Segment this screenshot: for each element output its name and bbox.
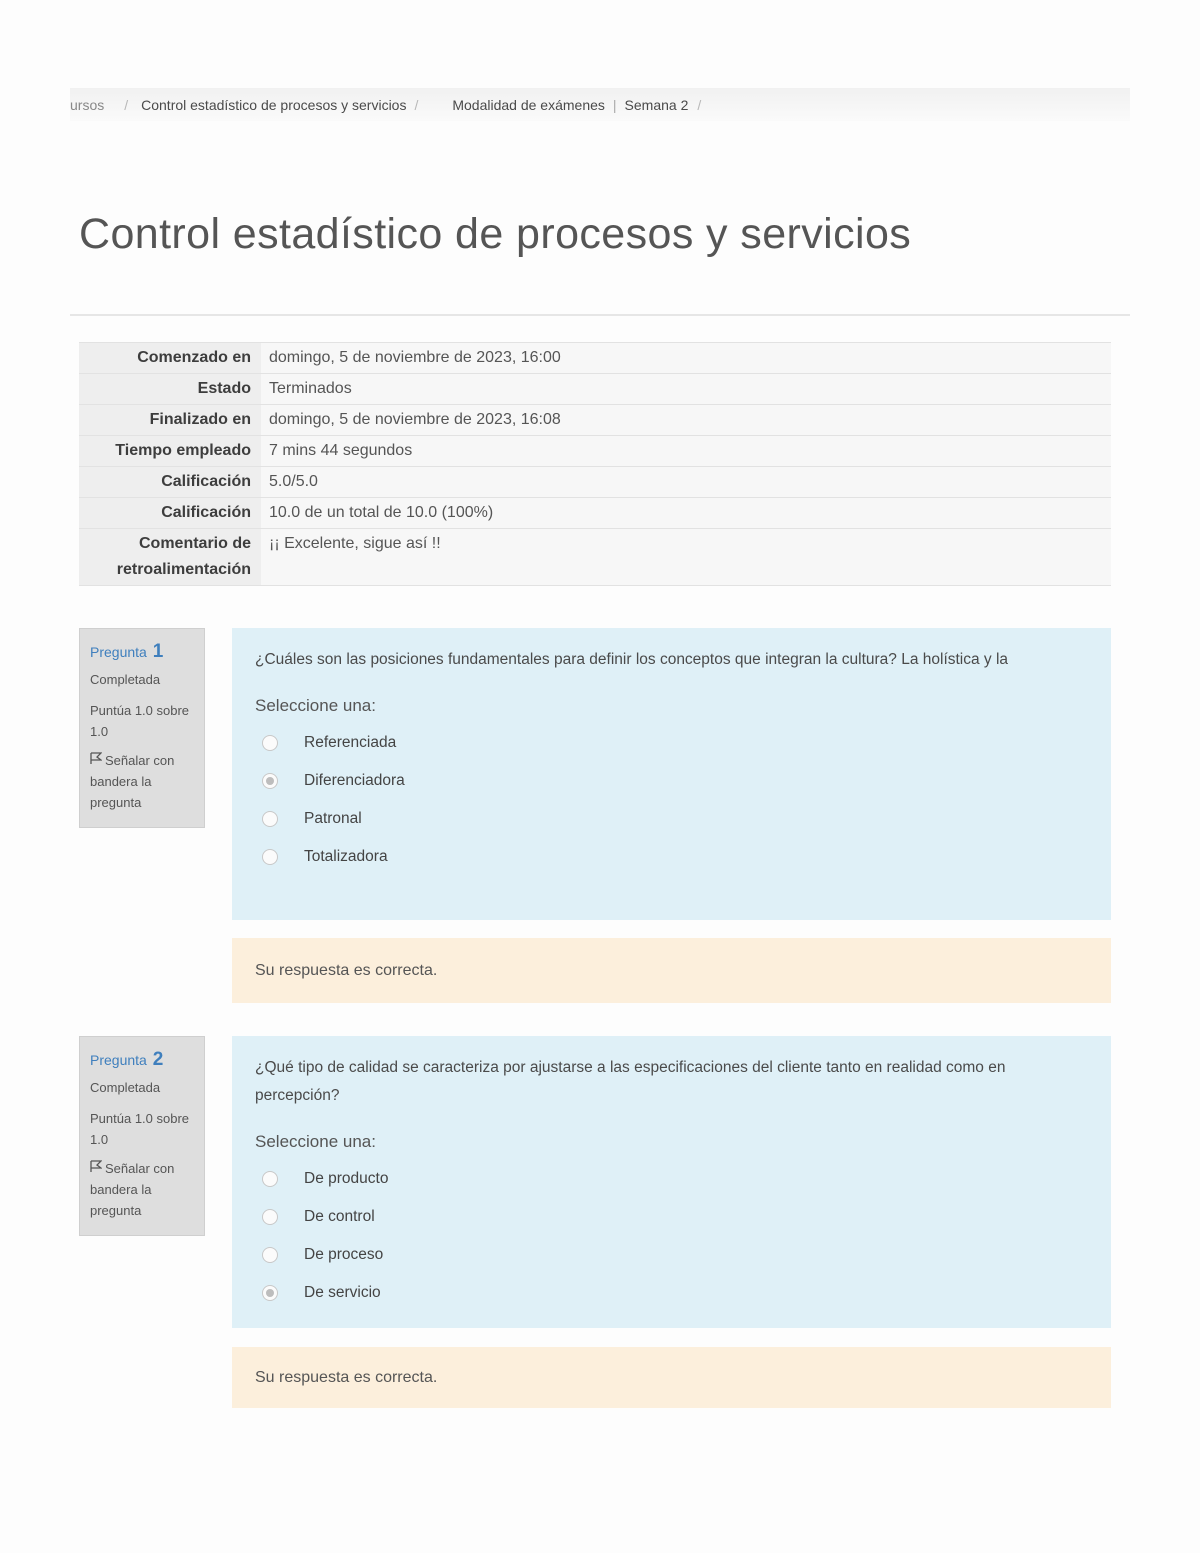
flag-question-link[interactable]: Señalar con bandera la pregunta: [90, 1158, 194, 1221]
summary-label: Comenzado en: [79, 343, 261, 374]
question-grade: Puntúa 1.0 sobre 1.0: [90, 1111, 190, 1147]
answer-options: [255, 1160, 1089, 1312]
answer-option[interactable]: [255, 1236, 1089, 1274]
summary-value: 7 mins 44 segundos: [261, 436, 1111, 467]
summary-label: Calificación: [79, 498, 261, 529]
summary-row-grade: [79, 498, 1111, 529]
radio-icon[interactable]: [262, 849, 278, 865]
breadcrumb-separator: /: [124, 96, 129, 113]
radio-icon[interactable]: [262, 1209, 278, 1225]
question-info-1: [79, 628, 205, 828]
question-content-2: [232, 1036, 1111, 1328]
question-feedback-1: Su respuesta es correcta.: [232, 938, 1111, 1003]
radio-icon[interactable]: [262, 735, 278, 751]
flag-icon: [90, 1158, 102, 1179]
summary-label: Estado: [79, 374, 261, 405]
breadcrumb: [70, 88, 1130, 121]
option-label: Referenciada: [304, 734, 397, 751]
answer-option[interactable]: [255, 1160, 1089, 1198]
summary-value: domingo, 5 de noviembre de 2023, 16:08: [261, 405, 1111, 436]
answer-option-selected[interactable]: [255, 1274, 1089, 1312]
question-number: Pregunta 2: [90, 1049, 164, 1070]
answer-prompt: Seleccione una:: [255, 696, 376, 715]
radio-icon[interactable]: [262, 1247, 278, 1263]
summary-row-marks: [79, 467, 1111, 498]
option-label: Diferenciadora: [304, 772, 405, 789]
radio-icon[interactable]: [262, 1285, 278, 1301]
question-content-1: [232, 628, 1111, 920]
summary-row-state: [79, 374, 1111, 405]
summary-row-finished: [79, 405, 1111, 436]
option-label: De control: [304, 1208, 375, 1225]
breadcrumb-courses[interactable]: ursos: [70, 96, 105, 113]
flag-question-link[interactable]: Señalar con bandera la pregunta: [90, 750, 194, 813]
attempt-summary-table: [79, 342, 1111, 586]
summary-row-started: [79, 343, 1111, 374]
option-label: De proceso: [304, 1246, 384, 1263]
summary-value: Terminados: [261, 374, 1111, 405]
answer-options: [255, 724, 1089, 876]
answer-option[interactable]: [255, 838, 1089, 876]
radio-icon[interactable]: [262, 773, 278, 789]
title-divider: [70, 314, 1130, 316]
summary-value: ¡¡ Excelente, sigue así !!: [261, 529, 1111, 586]
breadcrumb-separator: /: [697, 96, 702, 113]
page-title: Control estadístico de procesos y servicios: [79, 210, 912, 258]
question-info-2: [79, 1036, 205, 1236]
summary-value: 10.0 de un total de 10.0 (100%): [261, 498, 1111, 529]
question-text: ¿Cuáles son las posiciones fundamentales para definir los conceptos que integran la cultura? La holística y la: [255, 651, 1009, 668]
breadcrumb-separator: /: [414, 96, 419, 113]
breadcrumb-pipe: |: [612, 96, 617, 113]
summary-label: Tiempo empleado: [79, 436, 261, 467]
answer-option[interactable]: [255, 1198, 1089, 1236]
breadcrumb-week[interactable]: Semana 2: [624, 96, 689, 113]
summary-label: Comentario de retroalimentación: [79, 529, 261, 586]
summary-value: 5.0/5.0: [261, 467, 1111, 498]
question-feedback-2: Su respuesta es correcta.: [232, 1347, 1111, 1408]
question-state: Completada: [90, 1080, 161, 1095]
flag-icon: [90, 750, 102, 771]
option-label: De producto: [304, 1170, 389, 1187]
breadcrumb-course[interactable]: Control estadístico de procesos y servicios: [141, 96, 407, 113]
summary-label: Calificación: [79, 467, 261, 498]
answer-option[interactable]: [255, 724, 1089, 762]
answer-prompt: Seleccione una:: [255, 1132, 376, 1151]
radio-icon[interactable]: [262, 811, 278, 827]
question-text: ¿Qué tipo de calidad se caracteriza por ajustarse a las especificaciones del cliente tanto en realidad como en percepción?: [255, 1059, 1006, 1104]
summary-row-feedback: [79, 529, 1111, 586]
radio-icon[interactable]: [262, 1171, 278, 1187]
option-label: De servicio: [304, 1284, 381, 1301]
breadcrumb-exam-mode[interactable]: Modalidad de exámenes: [452, 96, 605, 113]
answer-option-selected[interactable]: [255, 762, 1089, 800]
summary-row-time-taken: [79, 436, 1111, 467]
option-label: Patronal: [304, 810, 362, 827]
summary-value: domingo, 5 de noviembre de 2023, 16:00: [261, 343, 1111, 374]
question-number: Pregunta 1: [90, 641, 164, 662]
answer-option[interactable]: [255, 800, 1089, 838]
question-grade: Puntúa 1.0 sobre 1.0: [90, 703, 190, 739]
summary-label: Finalizado en: [79, 405, 261, 436]
question-state: Completada: [90, 672, 161, 687]
option-label: Totalizadora: [304, 848, 388, 865]
